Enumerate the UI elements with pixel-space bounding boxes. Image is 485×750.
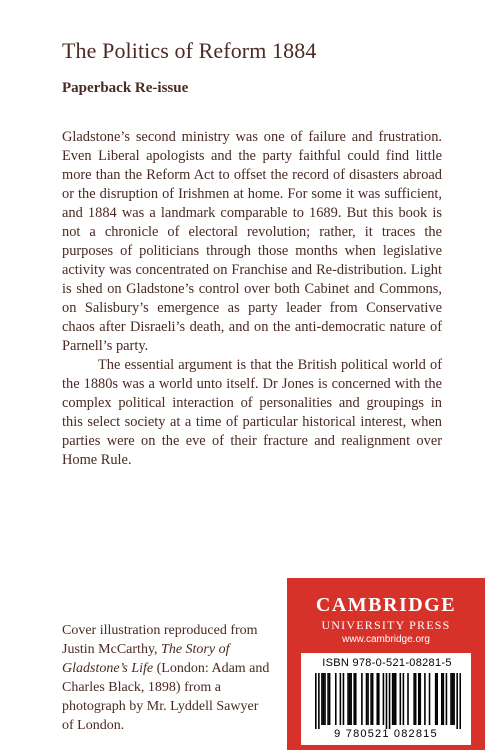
barcode-bar: [459, 673, 461, 729]
publisher-subname: UNIVERSITY PRESS: [321, 618, 451, 632]
barcode-bar: [349, 673, 351, 725]
barcode-bar: [456, 673, 458, 729]
barcode-bar: [327, 673, 329, 725]
barcode-bar: [443, 673, 445, 725]
barcode-bar: [424, 673, 426, 725]
barcode-bar: [403, 673, 405, 725]
barcode-bar: [436, 673, 438, 725]
barcode-bar: [413, 673, 415, 725]
barcode-bar: [407, 673, 409, 725]
barcode-bar: [389, 673, 391, 729]
barcode-bar: [383, 673, 385, 725]
barcode-bar: [435, 673, 437, 725]
credit-work-title: The Story of Gladstone’s Life: [62, 642, 230, 676]
publisher-block: [287, 578, 485, 750]
barcode-bar: [323, 673, 325, 725]
barcode-bar: [400, 673, 402, 725]
barcode-bar: [318, 673, 320, 729]
barcode-bar: [340, 673, 342, 725]
credit-text-end: (London: Adam and Charles Black, 1898) from a photograph by Mr. Lyddell Sawyer of London.: [62, 661, 270, 733]
barcode-bar: [441, 673, 443, 725]
blurb: [62, 128, 442, 470]
barcode-bar: [452, 673, 454, 725]
edition-label: Paperback Re-issue: [62, 80, 189, 96]
barcode-bar: [350, 673, 352, 725]
cover-illustration-credit: [62, 621, 272, 735]
barcode-bar: [453, 673, 455, 725]
barcode-bar: [321, 673, 323, 725]
barcode-bar: [415, 673, 417, 725]
barcode-bar: [420, 673, 422, 725]
barcode-graphic: [315, 673, 461, 729]
barcode-bar: [393, 673, 395, 725]
barcode-bar: [343, 673, 345, 725]
barcode-bar: [395, 673, 397, 725]
isbn-label: ISBN 978-0-521-08281-5: [322, 657, 452, 669]
barcode-bar: [378, 673, 380, 725]
barcode-bar: [329, 673, 331, 725]
credit-text-start: Cover illustration reproduced from Justin McCarthy,: [62, 623, 258, 657]
barcode-bar: [361, 673, 363, 725]
barcode-panel: [301, 653, 471, 745]
barcode-bar: [376, 673, 378, 725]
publisher-name: CAMBRIDGE: [315, 594, 457, 616]
barcode-digits: 9 780521 082815: [334, 728, 438, 740]
barcode-bar: [372, 673, 374, 725]
barcode-bar: [315, 673, 317, 729]
barcode-bar: [324, 673, 326, 725]
barcode-bar: [366, 673, 368, 725]
barcode-bar: [370, 673, 372, 725]
barcode-bar: [347, 673, 349, 725]
barcode-bar: [392, 673, 394, 725]
barcode-bar: [429, 673, 431, 725]
barcode-bar: [450, 673, 452, 725]
blurb-paragraph-2: The essential argument is that the British political world of the 1880s was a world unto itself. Dr Jones is concerned with the complex political interaction of personalities and groupings in this select society at a time of particular historical interest, when parties were on the eve of their fracture and realignment over Home Rule.: [62, 357, 442, 468]
barcode-bar: [386, 673, 388, 729]
barcode-bar: [446, 673, 448, 725]
book-title: The Politics of Reform 1884: [62, 38, 317, 63]
barcode-bar: [335, 673, 337, 725]
barcode-bar: [367, 673, 369, 725]
barcode-bar: [418, 673, 420, 725]
barcode-bar: [353, 673, 355, 725]
publisher-url: www.cambridge.org: [342, 634, 430, 645]
blurb-paragraph-1: Gladstone’s second ministry was one of failure and frustration. Even Liberal apologists and the party faithful could find little more than the Reform Act to offset the record of disasters abroad or the disruption of Irishmen at home. For some it was sufficient, and 1884 was a landmark comparable to 1689. But this book is not a chronicle of electoral revolution; rather, it traces the purposes of politicians through those months when legislative activity was concentrated on Franchise and Re-distribution. Light is shed on Gladstone’s control over both Cabinet and Commons, on Salisbury’s emergence as party leader from Conservative chaos after Disraeli’s death, and on the anti-democratic nature of Parnell’s party.: [62, 129, 442, 354]
barcode-bar: [355, 673, 357, 725]
